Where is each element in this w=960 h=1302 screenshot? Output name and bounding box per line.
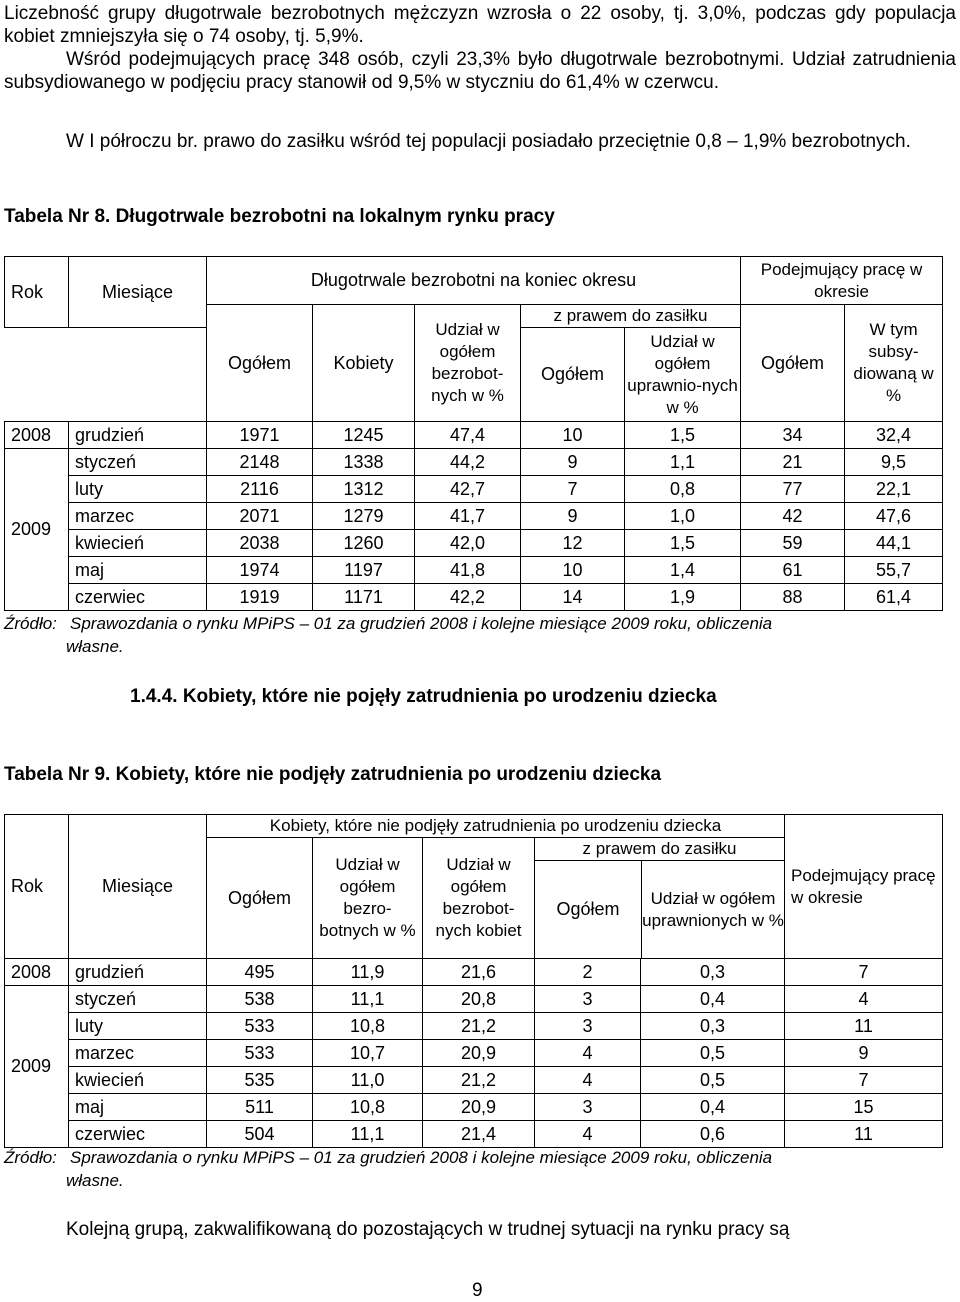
table9-header-group: Kobiety, które nie podjęły zatrudnienia po urodzeniu dziecka	[207, 815, 785, 838]
value-cell: 511	[207, 1094, 313, 1121]
table8-header-rok: Rok	[5, 257, 69, 328]
value-cell: 1197	[313, 557, 415, 584]
value-cell: 1279	[313, 503, 415, 530]
outro-paragraph: Kolejną grupą, zakwalifikowaną do pozostających w trudnej sytuacji na rynku pracy są	[66, 1219, 790, 1240]
value-cell: 88	[741, 584, 845, 611]
table-row	[5, 530, 943, 557]
table8-header-zasilek: z prawem do zasiłku	[521, 305, 741, 328]
value-cell: 1245	[313, 422, 415, 449]
year-cell: 2008	[5, 959, 69, 986]
value-cell: 1971	[207, 422, 313, 449]
table8-header-miesiace: Miesiące	[69, 257, 207, 328]
month-cell: marzec	[69, 503, 207, 530]
table9-header-udzial-bezr: Udział w ogółem bezro-botnych w %	[313, 838, 423, 959]
month-cell: czerwiec	[69, 584, 207, 611]
table9-header-zasilek-block	[535, 838, 785, 959]
value-cell: 41,8	[415, 557, 521, 584]
value-cell: 535	[207, 1067, 313, 1094]
table8-header-podejmujacy: Podejmujący pracę w okresie	[741, 257, 943, 305]
month-cell: luty	[69, 1013, 207, 1040]
table9-source	[4, 1146, 956, 1192]
value-cell: 0,8	[625, 476, 741, 503]
value-cell: 32,4	[845, 422, 943, 449]
table-row	[5, 959, 943, 986]
value-cell: 20,8	[423, 986, 535, 1013]
value-cell: 1338	[313, 449, 415, 476]
table8-header-udzial: Udział w ogółem bezrobot-nych w %	[415, 305, 521, 422]
table8-source-label: Źródło:	[4, 614, 57, 633]
year-cell: 2009	[5, 986, 69, 1148]
table8-source	[4, 612, 956, 658]
table8-header-zas-udzial: Udział w ogółem uprawnio-nych w %	[625, 328, 741, 422]
value-cell: 2116	[207, 476, 313, 503]
value-cell: 61,4	[845, 584, 943, 611]
value-cell: 2071	[207, 503, 313, 530]
table-row	[5, 986, 943, 1013]
table9-header-ogolem: Ogółem	[207, 838, 313, 959]
value-cell: 10,8	[313, 1013, 423, 1040]
value-cell: 9	[785, 1040, 943, 1067]
page-number: 9	[472, 1280, 483, 1301]
value-cell: 11,9	[313, 959, 423, 986]
value-cell: 55,7	[845, 557, 943, 584]
value-cell: 4	[535, 1121, 641, 1148]
value-cell: 533	[207, 1013, 313, 1040]
section-heading: 1.4.4. Kobiety, które nie pojęły zatrudnienia po urodzeniu dziecka	[130, 686, 717, 707]
table8	[4, 256, 943, 611]
value-cell: 11	[785, 1121, 943, 1148]
value-cell: 21,4	[423, 1121, 535, 1148]
table-row	[5, 1067, 943, 1094]
value-cell: 44,1	[845, 530, 943, 557]
value-cell: 11	[785, 1013, 943, 1040]
intro-paragraph-2: Wśród podejmujących pracę 348 osób, czyli 23,3% było długotrwale bezrobotnymi. Udział zatrudnienia subsydiowanego w podjęciu pracy stanowił od 9,5% w styczniu do 61,4% w czerwcu.	[4, 49, 956, 93]
value-cell: 15	[785, 1094, 943, 1121]
value-cell: 47,4	[415, 422, 521, 449]
value-cell: 21,2	[423, 1013, 535, 1040]
value-cell: 9	[521, 503, 625, 530]
month-cell: czerwiec	[69, 1121, 207, 1148]
table-row	[5, 1013, 943, 1040]
value-cell: 1,4	[625, 557, 741, 584]
value-cell: 10,7	[313, 1040, 423, 1067]
value-cell: 22,1	[845, 476, 943, 503]
table-row	[5, 1040, 943, 1067]
value-cell: 1,5	[625, 530, 741, 557]
month-cell: grudzień	[69, 422, 207, 449]
value-cell: 3	[535, 1094, 641, 1121]
month-cell: kwiecień	[69, 1067, 207, 1094]
value-cell: 12	[521, 530, 625, 557]
table-row	[5, 503, 943, 530]
table8-source-text: Sprawozdania o rynku MPiPS – 01 za grudzień 2008 i kolejne miesiące 2009 roku, obliczenia	[70, 614, 773, 633]
value-cell: 504	[207, 1121, 313, 1148]
table8-source-cont: własne.	[66, 637, 124, 656]
table8-header-zas-ogolem: Ogółem	[521, 328, 625, 422]
table9-header-zasilek: z prawem do zasiłku	[535, 838, 784, 861]
value-cell: 495	[207, 959, 313, 986]
month-cell: luty	[69, 476, 207, 503]
value-cell: 44,2	[415, 449, 521, 476]
value-cell: 1,0	[625, 503, 741, 530]
table8-header-kobiety: Kobiety	[313, 305, 415, 422]
month-cell: styczeń	[69, 986, 207, 1013]
month-cell: maj	[69, 1094, 207, 1121]
month-cell: kwiecień	[69, 530, 207, 557]
value-cell: 10,8	[313, 1094, 423, 1121]
value-cell: 20,9	[423, 1040, 535, 1067]
value-cell: 1919	[207, 584, 313, 611]
value-cell: 0,4	[641, 986, 785, 1013]
table-row	[5, 449, 943, 476]
value-cell: 0,5	[641, 1040, 785, 1067]
table9-source-label: Źródło:	[4, 1148, 57, 1167]
intro-paragraph-3: W I półroczu br. prawo do zasiłku wśród tej populacji posiadało przeciętnie 0,8 – 1,9% bezrobotnych.	[66, 131, 911, 152]
table9-header-podejmujacy: Podejmujący pracę w okresie	[785, 815, 943, 959]
month-cell: styczeń	[69, 449, 207, 476]
value-cell: 20,9	[423, 1094, 535, 1121]
value-cell: 0,4	[641, 1094, 785, 1121]
value-cell: 4	[785, 986, 943, 1013]
value-cell: 21,6	[423, 959, 535, 986]
table-row	[5, 422, 943, 449]
value-cell: 7	[521, 476, 625, 503]
table8-header-subsyd: W tym subsy-diowaną w %	[845, 305, 943, 422]
value-cell: 10	[521, 557, 625, 584]
value-cell: 538	[207, 986, 313, 1013]
table8-header-pod-ogolem: Ogółem	[741, 305, 845, 422]
table9-header-rok: Rok	[5, 815, 69, 959]
value-cell: 1171	[313, 584, 415, 611]
value-cell: 1,1	[625, 449, 741, 476]
value-cell: 0,3	[641, 959, 785, 986]
table8-header-group: Długotrwale bezrobotni na koniec okresu	[207, 257, 741, 305]
table9-header-zas-udzial: Udział w ogółem uprawnionych w %	[642, 888, 784, 930]
table-row	[5, 557, 943, 584]
year-cell: 2009	[5, 449, 69, 611]
value-cell: 533	[207, 1040, 313, 1067]
value-cell: 21,2	[423, 1067, 535, 1094]
value-cell: 0,6	[641, 1121, 785, 1148]
table9-header-miesiace: Miesiące	[69, 815, 207, 959]
value-cell: 10	[521, 422, 625, 449]
value-cell: 34	[741, 422, 845, 449]
value-cell: 3	[535, 986, 641, 1013]
month-cell: grudzień	[69, 959, 207, 986]
value-cell: 42	[741, 503, 845, 530]
value-cell: 1260	[313, 530, 415, 557]
value-cell: 11,0	[313, 1067, 423, 1094]
value-cell: 1312	[313, 476, 415, 503]
value-cell: 7	[785, 1067, 943, 1094]
value-cell: 77	[741, 476, 845, 503]
value-cell: 3	[535, 1013, 641, 1040]
value-cell: 2	[535, 959, 641, 986]
value-cell: 4	[535, 1040, 641, 1067]
value-cell: 11,1	[313, 1121, 423, 1148]
value-cell: 47,6	[845, 503, 943, 530]
value-cell: 4	[535, 1067, 641, 1094]
value-cell: 2148	[207, 449, 313, 476]
value-cell: 9,5	[845, 449, 943, 476]
value-cell: 1,5	[625, 422, 741, 449]
value-cell: 0,5	[641, 1067, 785, 1094]
value-cell: 42,0	[415, 530, 521, 557]
value-cell: 1974	[207, 557, 313, 584]
value-cell: 7	[785, 959, 943, 986]
month-cell: marzec	[69, 1040, 207, 1067]
table9-caption: Tabela Nr 9. Kobiety, które nie podjęły zatrudnienia po urodzeniu dziecka	[4, 764, 662, 785]
table9-source-text: Sprawozdania o rynku MPiPS – 01 za grudzień 2008 i kolejne miesiące 2009 roku, obliczenia	[70, 1148, 773, 1167]
table-row	[5, 584, 943, 611]
table-row	[5, 1094, 943, 1121]
value-cell: 59	[741, 530, 845, 557]
table9	[4, 814, 943, 1148]
table9-header-udzial-kob: Udział w ogółem bezrobot-nych kobiet	[423, 838, 535, 959]
value-cell: 14	[521, 584, 625, 611]
month-cell: maj	[69, 557, 207, 584]
table8-caption: Tabela Nr 8. Długotrwale bezrobotni na lokalnym rynku pracy	[4, 206, 555, 227]
table9-source-cont: własne.	[66, 1171, 124, 1190]
value-cell: 11,1	[313, 986, 423, 1013]
value-cell: 61	[741, 557, 845, 584]
value-cell: 21	[741, 449, 845, 476]
value-cell: 42,2	[415, 584, 521, 611]
table8-header-ogolem: Ogółem	[207, 305, 313, 422]
table-row	[5, 1121, 943, 1148]
value-cell: 2038	[207, 530, 313, 557]
value-cell: 41,7	[415, 503, 521, 530]
year-cell: 2008	[5, 422, 69, 449]
table9-header-zas-ogolem: Ogółem	[535, 861, 642, 958]
value-cell: 42,7	[415, 476, 521, 503]
table-row	[5, 476, 943, 503]
value-cell: 0,3	[641, 1013, 785, 1040]
value-cell: 9	[521, 449, 625, 476]
intro-paragraph-1: Liczebność grupy długotrwale bezrobotnych mężczyzn wzrosła o 22 osoby, tj. 3,0%, podczas gdy populacja kobiet zmniejszyła się o 74 osoby, tj. 5,9%.	[4, 3, 956, 47]
value-cell: 1,9	[625, 584, 741, 611]
